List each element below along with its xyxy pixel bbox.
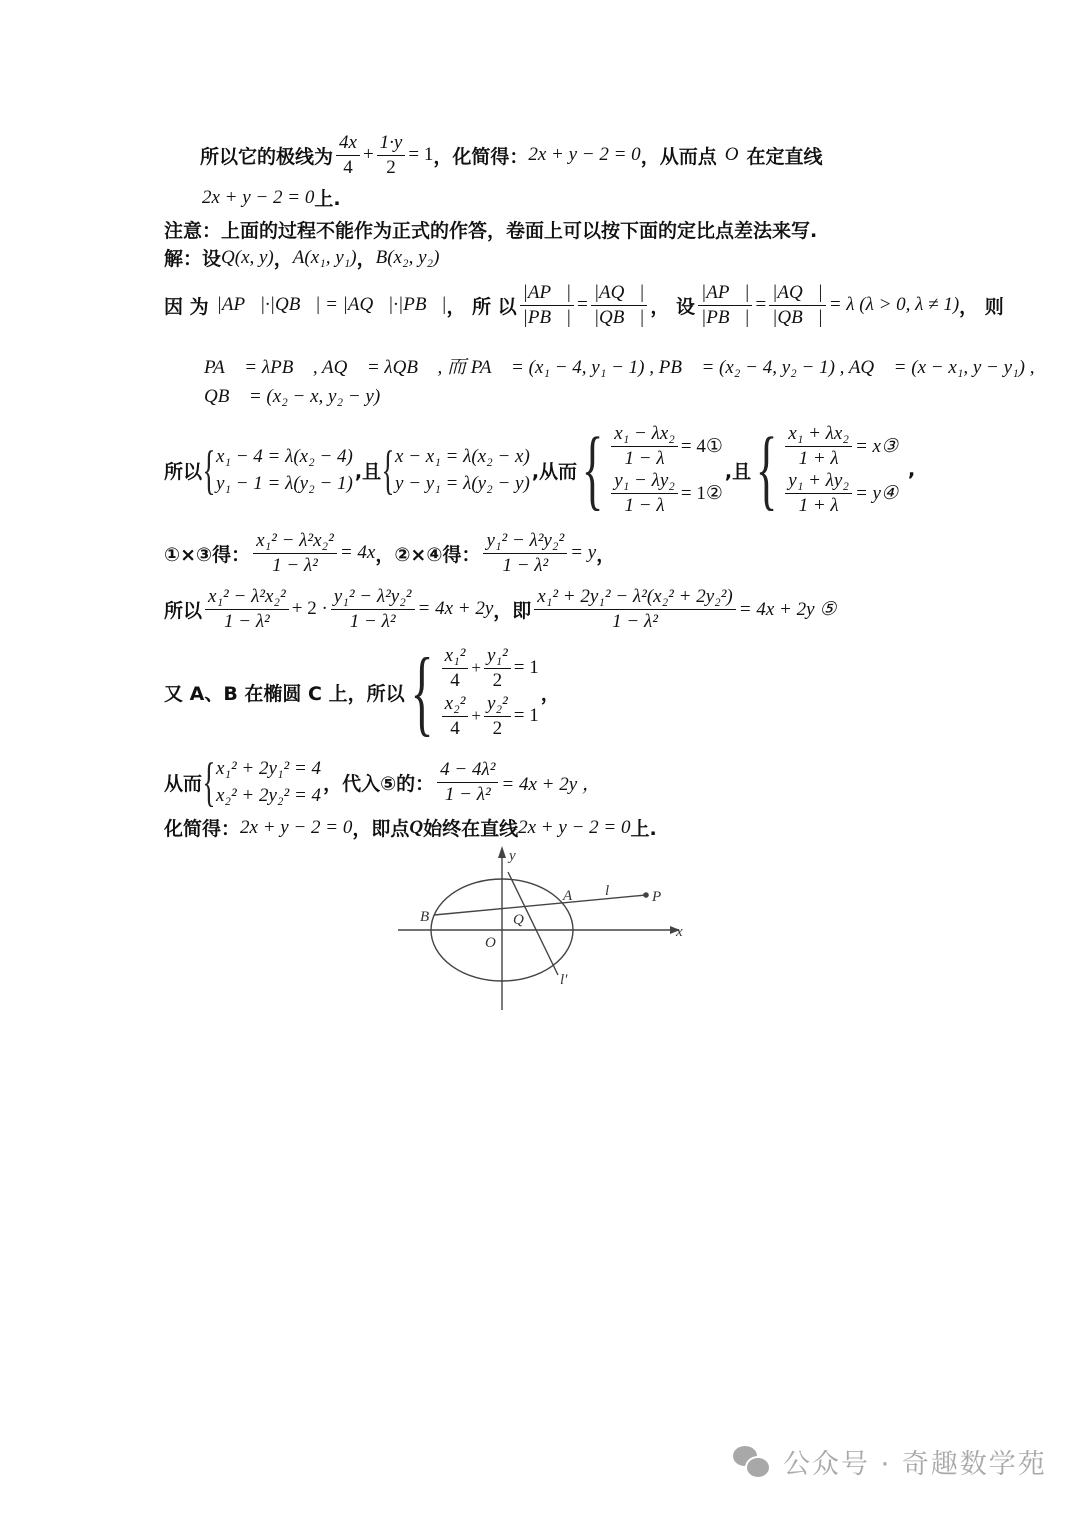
vector-line: PA⃗ = λPB⃗ , AQ⃗ = λQB⃗ , 而 PA⃗ = (x₁ − 4, y₁ − 1) , PB⃗ = (x₂ − 4, y₂ − 1) , AQ⃗ = (x − x₁, y − y₁) , [204,357,1035,378]
svg-text:O: O [485,935,496,951]
text: 上. [314,188,341,210]
text: ，即点 [352,818,410,840]
text: ， [540,682,560,705]
fraction: $\frac{|AP⃗|}{|PB⃗|}$ [520,282,574,329]
systems-line [164,420,915,520]
text: 因 为 [164,295,209,318]
note [164,216,817,243]
op: + 2 · [291,598,328,620]
line-equation: 2x + y − 2 = 0 [240,816,353,838]
fraction: $\frac{|AQ⃗|}{|QB⃗|}$ [769,282,826,329]
polar-line-statement [200,132,822,179]
text: 又 A、B 在椭圆 C 上，所以 [164,682,405,705]
text: ,从而 [531,460,578,483]
sum-line: 所以 $\frac{\text{x₁² − λ²x₂²}}{\text{1 − λ²}}$ + 2 · $\frac{\text{y₁² − λ²y₂²}}{\text{1 − λ²}}$ = 4x + 2y ，即 $\frac{\text{x₁² + 2y₁² − λ²(x₂² + 2y₂²)}}{\text{1 − λ²}}$ = 4x + 2y ⑤ [164,586,837,632]
svg-text:A: A [563,888,573,904]
text: ,且 [354,460,382,483]
svg-text:Q: Q [513,912,524,928]
point-label: O [724,144,739,166]
svg-text:l: l [605,883,610,899]
text: ， 设 [650,295,696,318]
sep: ， [356,248,376,270]
line-equation: 2x + y − 2 = 0 [518,816,631,838]
svg-text:l′: l′ [560,972,568,988]
lambda-condition: = λ (λ > 0, λ ≠ 1) [828,294,960,316]
text: ， [596,543,616,566]
text: ，②×④得： [375,543,481,566]
point-b: B(x₂, y₂) [375,246,440,268]
text: 所以 [164,599,203,622]
text: , [907,459,916,481]
wechat-icon [733,1446,771,1478]
text: 始终在直线 [423,818,519,840]
point-q: Q(x, y) [221,246,274,268]
polar-line-statement-cont [202,184,341,211]
text: ，化简得： [433,145,529,168]
substitute-line: 从而 { x₁² + 2y₁² = 4 x₂² + 2y₂² = 4 ，代入⑤的： $\frac{\text{4 − 4λ²}}{\text{1 − λ²}}$ = 4x + 2y ， [164,752,601,812]
fraction: $\frac{|AQ⃗|}{|QB⃗|}$ [591,282,648,329]
system-3: { $\frac{\text{x₁ − λx₂}}{1 - \lambda}$ = 4① $\frac{\text{y₁ − λy₂}}{1 - \lambda}$ = 1② [581,420,723,519]
note-text: 注意：上面的过程不能作为正式的作答，卷面上可以按下面的定比点差法来写. [164,220,818,242]
fraction-4x-over-4: $\frac{4x}{4}$ [336,132,360,179]
text: 在定直线 [746,145,823,168]
rhs: = y [570,542,597,564]
equals-one: = 1 [408,144,434,166]
text: ，代入⑤的： [323,772,435,795]
system-2: { x − x₁ = λ(x₂ − x) y − y₁ = λ(y₂ − y) [381,440,530,500]
text: ，即 [493,599,532,622]
line-equation: 2x + y − 2 = 0 [528,144,641,166]
system-4: { $\frac{\text{x₁ + λx₂}}{1 + \lambda}$ = x③ $\frac{\text{y₁ + λy₂}}{1 + \lambda}$ = y④ [755,420,898,519]
text: 从而 [164,772,203,795]
substitute-system: { x₁² + 2y₁² = 4 x₂² + 2y₂² = 4 [202,752,322,812]
point-a: A(x₁, y₁) [292,246,357,268]
text: 所以 [164,460,203,483]
text: 所以它的极线为 [200,145,334,168]
rhs: = 4x + 2y ⑤ [738,598,837,620]
products-line: ①×③得： $\frac{\text{x₁² − λ²x₂²}}{\text{1 − λ²}}$ = 4x ，②×④得： $\frac{\text{y₁² − λ²y₂²}}{\text{1 − λ²}}$ = y ， [164,530,616,576]
ellipse-diagram [390,840,700,1015]
text: 上. [630,818,657,840]
plus: + [362,144,374,166]
rhs: = 4x [339,542,376,564]
ellipse-line [164,640,560,744]
sep: ， [273,248,293,270]
vector-expression: |AP⃗|·|QB⃗| = |AQ⃗|·|PB⃗| [216,294,447,316]
text: ①×③得： [164,543,251,566]
fraction-y-over-2: $\frac{1\cdot y}{2}$ [377,132,406,179]
line-equation: 2x + y − 2 = 0 [202,186,315,208]
text: ， 所 以 [446,295,517,318]
system-1: { x₁ − 4 = λ(x₂ − 4) y₁ − 1 = λ(y₂ − 1) [202,440,353,500]
vector-line: QB⃗ = (x₂ − x, y₂ − y) [204,386,381,407]
vector-definitions-cont [204,386,380,408]
ratio-statement: 因 为 |AP⃗|·|QB⃗| = |AQ⃗|·|PB⃗| ， 所 以 $\frac{|AP⃗|}{|PB⃗|}$ = $\frac{|AQ⃗|}{|QB⃗|}$ ， 设 $\frac{|AP⃗|}{|PB⃗|}$ = $\frac{|AQ⃗|}{|QB⃗|}$ = λ (λ > 0, λ ≠ 1) ， 则 [164,282,1004,328]
svg-text:y: y [509,848,516,864]
svg-text:B: B [420,909,430,925]
text: 解：设 [164,248,222,270]
svg-text:x: x [676,924,683,940]
watermark-text: 公众号 · 奇趣数学苑 [783,1449,1047,1480]
text: 化简得： [164,818,241,840]
vector-definitions [204,352,1035,379]
rhs: = 4x + 2y ， [501,773,601,795]
point-q: Q [409,816,424,838]
solution-setup [164,244,439,271]
text: ,且 [724,460,752,483]
ellipse-system: { $\frac{\text{x₁²}}{4}$ + $\frac{\text{y₁²}}{2}$ = 1 $\frac{\text{x₂²}}{4}$ + $\frac{\text{y₂²}}{2}$ = 1 [410,638,539,745]
svg-text:P: P [652,889,662,905]
fraction: $\frac{|AP⃗|}{|PB⃗|}$ [698,282,752,329]
watermark [733,1442,1047,1481]
conclusion-line [164,814,657,841]
text: ， 则 [959,295,1004,318]
rhs: = 4x + 2y [417,598,494,620]
text: ，从而点 [640,145,717,168]
